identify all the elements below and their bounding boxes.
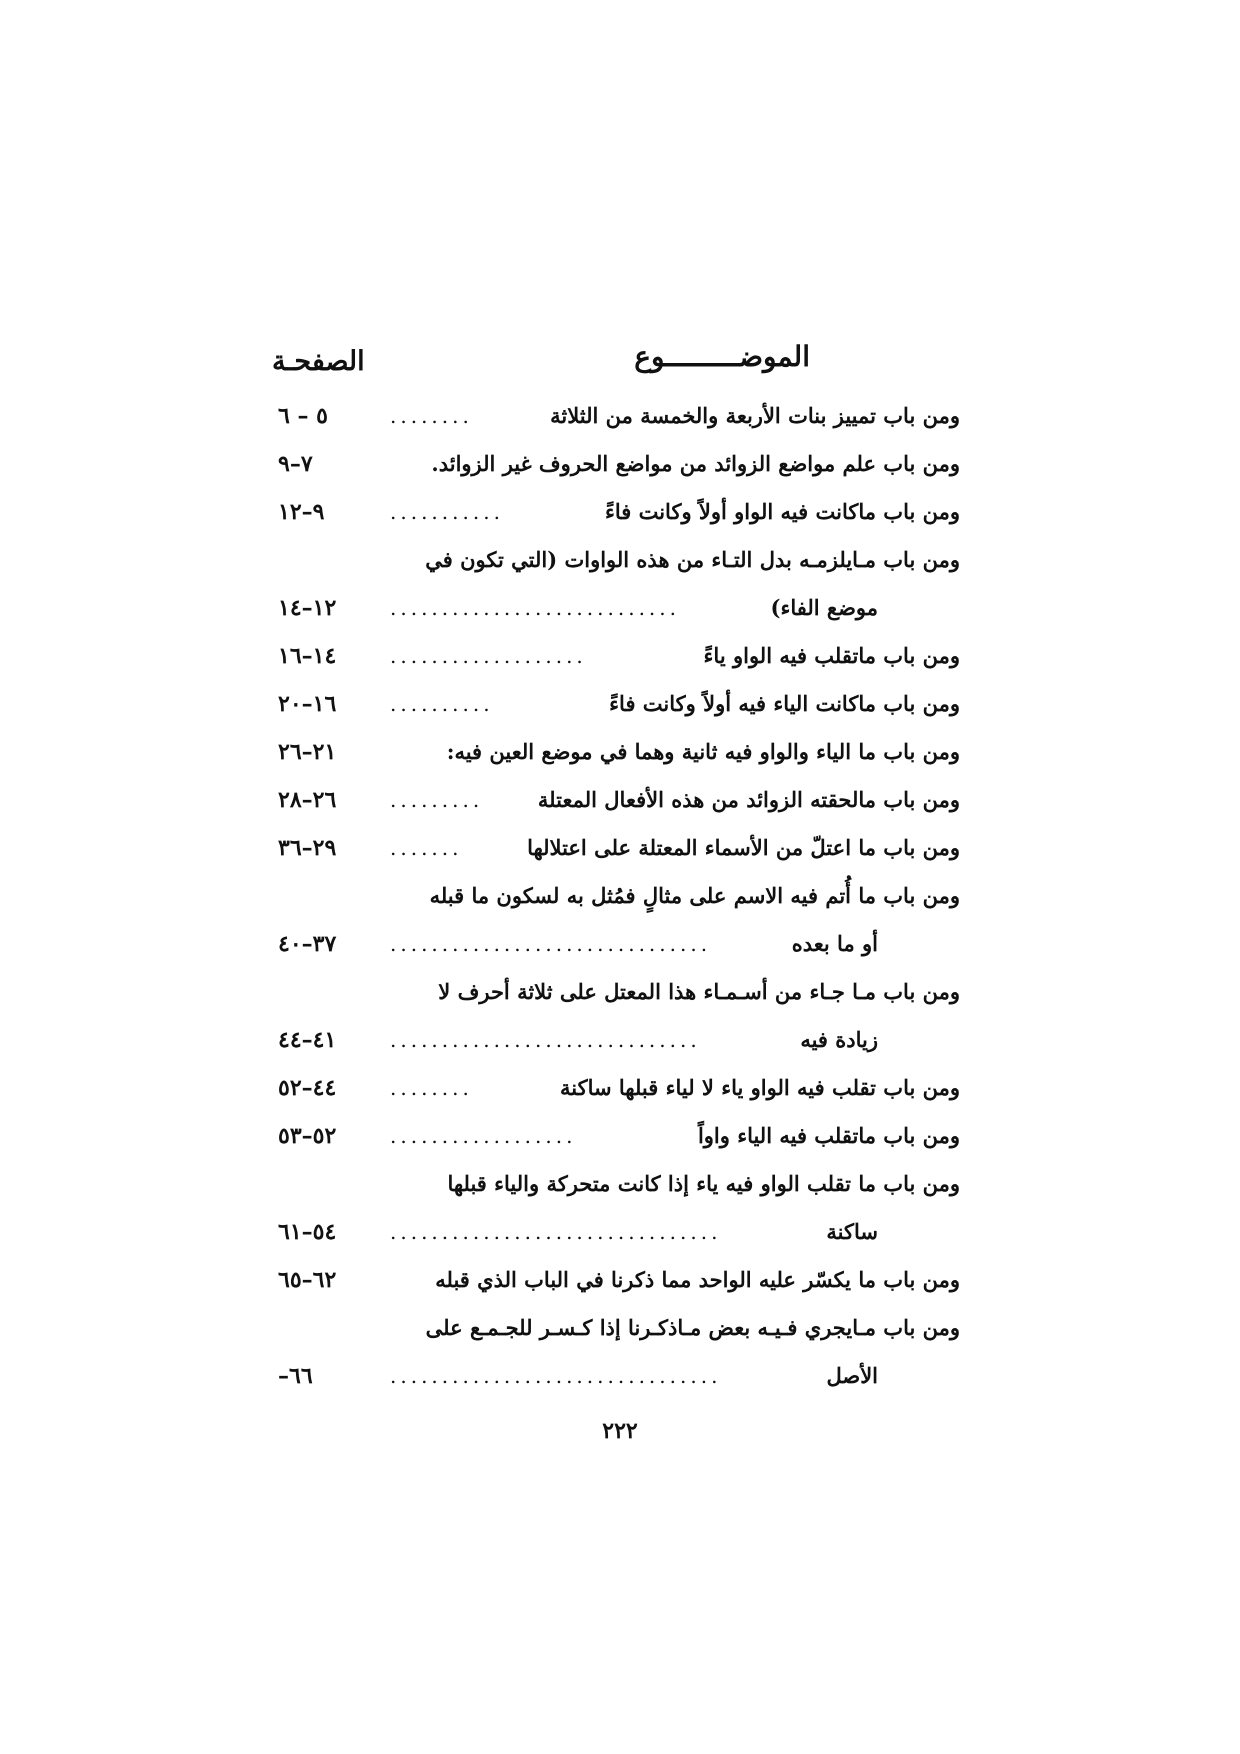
entry-page-range: ٩–١٢: [278, 499, 325, 525]
entry-topic: ومن باب ما أُتم فيه الاسم على مثالٍ فمُثل به لسكون ما قبله: [429, 883, 960, 908]
entry-page-range: –٦٦: [278, 1363, 313, 1389]
dot-leader: ............................: [390, 596, 681, 620]
entry-page-range: ٦٢–٦٥: [278, 1267, 337, 1293]
dot-leader: ........: [390, 404, 473, 428]
dot-leader: ........: [390, 1076, 473, 1100]
toc-entries: [270, 392, 960, 1400]
entry-page-range: ٧–٩: [278, 451, 313, 477]
entry-topic: ومن باب ماتقلب فيه الياء واواً: [697, 1123, 960, 1148]
entry-topic: ساكنة: [826, 1219, 878, 1244]
toc-entry: [270, 440, 960, 488]
dot-leader: ................................: [390, 1364, 722, 1388]
dot-leader: ..........: [390, 692, 494, 716]
entry-topic: أو ما بعده: [791, 931, 878, 956]
toc-entry: [270, 1064, 960, 1112]
toc-entry: [270, 584, 960, 632]
entry-topic: ومن باب ماكانت فيه الواو أولاً وكانت فاءً: [604, 499, 960, 524]
entry-topic: ومن باب ماكانت الياء فيه أولاً وكانت فاءً: [609, 691, 960, 716]
toc-entry: [270, 728, 960, 776]
toc-entry: [270, 920, 960, 968]
entry-page-range: ٤١–٤٤: [278, 1027, 337, 1053]
entry-topic: ومن باب تقلب فيه الواو ياء لا لياء قبلها ساكنة: [559, 1075, 960, 1100]
toc-entry: [270, 1352, 960, 1400]
entry-topic: ومن باب ما الياء والواو فيه ثانية وهما في موضع العين فيه:: [446, 739, 960, 764]
entry-page-range: ٥٤–٦١: [278, 1219, 337, 1245]
entry-topic: ومن باب ماتقلب فيه الواو ياءً: [703, 643, 960, 668]
toc-entry: [270, 488, 960, 536]
toc-header: [270, 340, 960, 392]
dot-leader: ................................: [390, 1220, 722, 1244]
entry-page-range: ٢١–٢٦: [278, 739, 337, 765]
toc-entry: [270, 776, 960, 824]
entry-topic: ومن باب مـايلزمـه بدل التـاء من هذه الواوات (التي تكون في: [425, 547, 960, 572]
entry-topic: ومن باب علم مواضع الزوائد من مواضع الحروف غير الزوائد.: [431, 451, 960, 476]
entry-topic: الأصل: [826, 1363, 878, 1388]
toc-entry: [270, 632, 960, 680]
dot-leader: ...........: [390, 500, 504, 524]
entry-topic: ومن باب ما يكسّر عليه الواحد مما ذكرنا في الباب الذي قبله: [435, 1267, 960, 1292]
toc-entry: [270, 1160, 960, 1208]
toc-entry: [270, 1256, 960, 1304]
entry-topic: ومن باب مـا جـاء من أسـمـاء هذا المعتل على ثلاثة أحرف لا: [438, 979, 960, 1004]
entry-topic: ومن باب مـايجري فـيـه بعض مـاذكـرنا إذا كـسـر للجـمـع على: [425, 1315, 960, 1340]
entry-page-range: ١٦–٢٠: [278, 691, 337, 717]
entry-topic: ومن باب تمييز بنات الأربعة والخمسة من الثلاثة: [550, 403, 960, 428]
toc-entry: [270, 824, 960, 872]
dot-leader: .......: [390, 836, 463, 860]
entry-topic: ومن باب ما اعتلّ من الأسماء المعتلة على اعتلالها: [527, 835, 960, 860]
dot-leader: .........: [390, 788, 484, 812]
toc-entry: [270, 392, 960, 440]
entry-page-range: ٤٤–٥٢: [278, 1075, 337, 1101]
entry-page-range: ١٤–١٦: [278, 643, 337, 669]
entry-topic: ومن باب ما تقلب الواو فيه ياء إذا كانت متحركة والياء قبلها: [447, 1171, 960, 1196]
page-number: ٢٢٢: [602, 1418, 638, 1444]
entry-page-range: ٥ – ٦: [278, 403, 328, 429]
table-of-contents: [270, 340, 960, 1400]
entry-page-range: ٢٩–٣٦: [278, 835, 337, 861]
toc-entry: [270, 968, 960, 1016]
toc-entry: [270, 1016, 960, 1064]
entry-topic: موضع الفاء): [770, 595, 878, 620]
entry-page-range: ٣٧–٤٠: [278, 931, 337, 957]
toc-entry: [270, 1112, 960, 1160]
toc-entry: [270, 536, 960, 584]
dot-leader: ...............................: [390, 932, 712, 956]
dot-leader: ...................: [390, 644, 587, 668]
toc-entry: [270, 1208, 960, 1256]
toc-entry: [270, 872, 960, 920]
entry-topic: زيادة فيه: [800, 1027, 878, 1052]
entry-page-range: ٢٦–٢٨: [278, 787, 337, 813]
toc-entry: [270, 1304, 960, 1352]
entry-page-range: ٥٢–٥٣: [278, 1123, 337, 1149]
dot-leader: ..............................: [390, 1028, 701, 1052]
topic-column-heading: الموضـــــــــوع: [634, 340, 810, 373]
page-column-heading: الصفحـة: [272, 346, 365, 377]
entry-page-range: ١٢–١٤: [278, 595, 337, 621]
entry-topic: ومن باب مالحقته الزوائد من هذه الأفعال المعتلة: [537, 787, 960, 812]
dot-leader: ..................: [390, 1124, 577, 1148]
toc-entry: [270, 680, 960, 728]
